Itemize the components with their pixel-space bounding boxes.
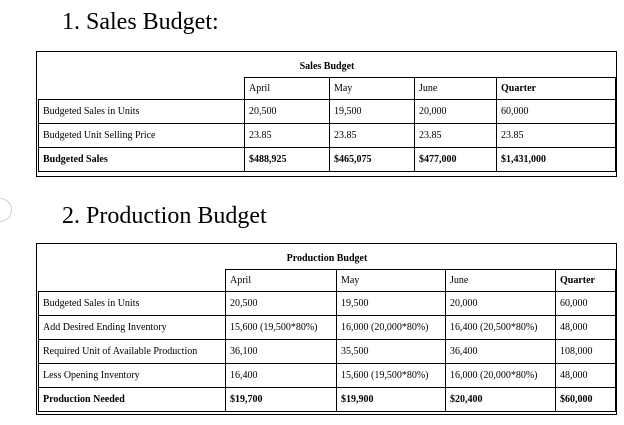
- sales-budget-table: [38, 57, 616, 172]
- row-label: Required Unit of Available Production: [39, 339, 226, 363]
- table-row: [39, 363, 616, 387]
- column-header: June: [446, 269, 556, 291]
- table-cell: 15,600 (19,500*80%): [226, 315, 337, 339]
- table-row: [39, 99, 616, 123]
- table-row: [39, 339, 616, 363]
- table-cell: 48,000: [556, 315, 616, 339]
- table-cell: 48,000: [556, 363, 616, 387]
- table-caption: Production Budget: [286, 253, 368, 265]
- header-blank-cell: [39, 77, 245, 99]
- column-header: April: [226, 269, 337, 291]
- column-header: May: [337, 269, 446, 291]
- table-cell: 60,000: [497, 99, 616, 123]
- table-cell: 20,500: [245, 99, 330, 123]
- table-cell: 19,500: [330, 99, 415, 123]
- table-row: [39, 147, 616, 171]
- table-cell: 108,000: [556, 339, 616, 363]
- production-budget-table: [38, 249, 616, 412]
- header-blank-cell: [39, 269, 226, 291]
- table-cell: 23.85: [245, 123, 330, 147]
- table-cell: 23.85: [497, 123, 616, 147]
- table-cell: 20,500: [226, 291, 337, 315]
- table-cell: 15,600 (19,500*80%): [337, 363, 446, 387]
- column-header: April: [245, 77, 330, 99]
- table-row: [39, 315, 616, 339]
- table-cell: 16,000 (20,000*80%): [446, 363, 556, 387]
- table-cell: 20,000: [415, 99, 497, 123]
- table-cell: $60,000: [556, 387, 616, 411]
- production-budget-heading: 2. Production Budget: [62, 203, 267, 229]
- column-header: Quarter: [556, 269, 616, 291]
- table-cell: 23.85: [415, 123, 497, 147]
- table-cell: 16,000 (20,000*80%): [337, 315, 446, 339]
- table-cell: 36,400: [446, 339, 556, 363]
- table-cell: $20,400: [446, 387, 556, 411]
- column-header: June: [415, 77, 497, 99]
- row-label: Add Desired Ending Inventory: [39, 315, 226, 339]
- table-cell: $465,075: [330, 147, 415, 171]
- side-circle-decoration: [0, 198, 12, 222]
- table-cell: 19,500: [337, 291, 446, 315]
- table-row: [39, 291, 616, 315]
- row-label: Budgeted Sales in Units: [39, 99, 245, 123]
- table-row: [39, 387, 616, 411]
- table-cell: 35,500: [337, 339, 446, 363]
- row-label: Budgeted Sales: [39, 147, 245, 171]
- table-cell: 60,000: [556, 291, 616, 315]
- table-cell: 16,400: [226, 363, 337, 387]
- table-cell: 23.85: [330, 123, 415, 147]
- column-header: May: [330, 77, 415, 99]
- table-cell: 20,000: [446, 291, 556, 315]
- table-cell: $1,431,000: [497, 147, 616, 171]
- table-cell: $19,900: [337, 387, 446, 411]
- table-cell: $477,000: [415, 147, 497, 171]
- row-label: Less Opening Inventory: [39, 363, 226, 387]
- sales-budget-heading: 1. Sales Budget:: [62, 9, 219, 35]
- column-header: Quarter: [497, 77, 616, 99]
- table-cell: $19,700: [226, 387, 337, 411]
- row-label: Budgeted Unit Selling Price: [39, 123, 245, 147]
- row-label: Budgeted Sales in Units: [39, 291, 226, 315]
- table-cell: 16,400 (20,500*80%): [446, 315, 556, 339]
- table-cell: $488,925: [245, 147, 330, 171]
- table-row: [39, 123, 616, 147]
- table-caption: Sales Budget: [299, 61, 355, 73]
- row-label: Production Needed: [39, 387, 226, 411]
- table-cell: 36,100: [226, 339, 337, 363]
